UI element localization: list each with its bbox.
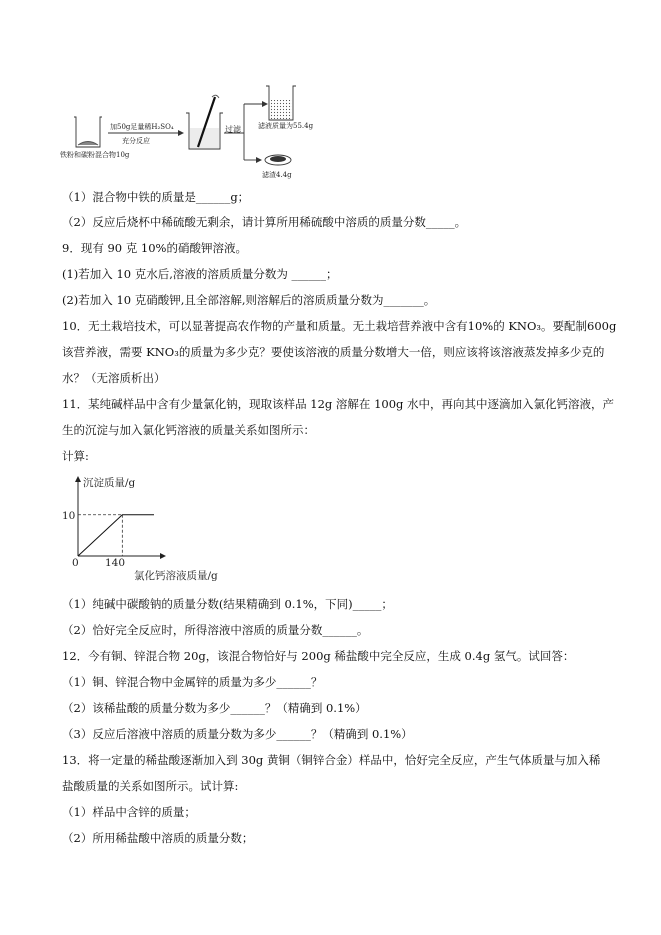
q12-part2: （2）该稀盐酸的质量分数为多少______？（精确到 0.1%） <box>62 701 367 715</box>
q11-part1: （1）纯碱中碳酸钠的质量分数(结果精确到 0.1%，下同)_____； <box>62 597 393 611</box>
q13-part2: （2）所用稀盐酸中溶质的质量分数； <box>62 831 254 845</box>
q10-line3: 水？（无溶质析出） <box>62 371 166 385</box>
q12-stem: 12．今有铜、锌混合物 20g，该混合物恰好与 200g 稀盐酸中完全反应，生成 0.4g 氢气。试回答： <box>62 649 575 663</box>
filtrate-label: 滤液质量为55.4g <box>258 122 314 130</box>
chart-x-tick: 140 <box>105 557 126 569</box>
beaker-filtrate <box>266 86 296 120</box>
q11-calc: 计算: <box>62 449 89 463</box>
chart-y-tick: 10 <box>62 510 76 522</box>
q13-line1: 13．将一定量的稀盐酸逐渐加入到 30g 黄铜（铜锌合金）样品中，恰好完全反应，产生气体质量与加入稀 <box>62 753 601 767</box>
chart-origin: 0 <box>72 557 79 569</box>
q10-line2: 该营养液，需要 KNO₃的质量为多少克？要使该溶液的质量分数增大一倍，则应该将该溶液蒸发掉多少克的 <box>62 345 605 359</box>
chart-xlabel: 氯化钙溶液质量/g <box>134 570 218 582</box>
q9-part2: (2)若加入 10 克硝酸钾,且全部溶解,则溶解后的溶质质量分数为_______。 <box>62 293 436 307</box>
chart-x-arrow <box>160 553 166 559</box>
mixture-label: 铁粉和碳粉混合物10g <box>60 151 130 159</box>
beaker-mixture <box>74 117 102 147</box>
filter-label: 过滤 <box>225 125 241 134</box>
chart-series-line <box>78 515 154 556</box>
q8-part1: （1）混合物中铁的质量是______g； <box>62 190 250 204</box>
chart-ylabel: 沉淀质量/g <box>83 477 136 489</box>
q9-part1: (1)若加入 10 克水后,溶液的溶质质量分数为 ______； <box>62 267 338 281</box>
q11-part2: （2）恰好完全反应时，所得溶液中溶质的质量分数______。 <box>62 623 369 637</box>
apparatus-drawing <box>0 0 661 200</box>
q11-line2: 生的沉淀与加入氯化钙溶液的质量关系如图所示： <box>62 423 315 437</box>
reaction-label: 充分反应 <box>122 137 150 145</box>
q13-line2: 盐酸质量的关系如图所示。试计算: <box>62 779 239 793</box>
chart-y-arrow <box>75 476 81 482</box>
q8-part2: （2）反应后烧杯中稀硫酸无剩余，请计算所用稀硫酸中溶质的质量分数_____。 <box>62 215 467 229</box>
q12-part1: （1）铜、锌混合物中金属锌的质量为多少______？ <box>62 675 323 689</box>
residue-label: 滤渣4.4g <box>262 171 292 179</box>
q9-stem: 9．现有 90 克 10%的硝酸钾溶液。 <box>62 241 247 255</box>
q13-part1: （1）样品中含锌的质量； <box>62 805 196 819</box>
q12-part3: （3）反应后溶液中溶质的质量分数为多少______？（精确到 0.1%） <box>62 727 413 741</box>
reagent-label: 加50g足量稀H₂SO₄ <box>110 123 174 131</box>
beaker-reaction <box>186 95 223 149</box>
q10-line1: 10．无土栽培技术，可以显著提高农作物的产量和质量。无土栽培营养液中含有10%的 KNO₃。要配制600g <box>62 319 617 333</box>
q11-line1: 11．某纯碱样品中含有少量氯化钠，现取该样品 12g 溶解在 100g 水中，再向其中逐滴加入氯化钙溶液，产 <box>62 397 615 411</box>
residue-pile <box>265 155 291 165</box>
